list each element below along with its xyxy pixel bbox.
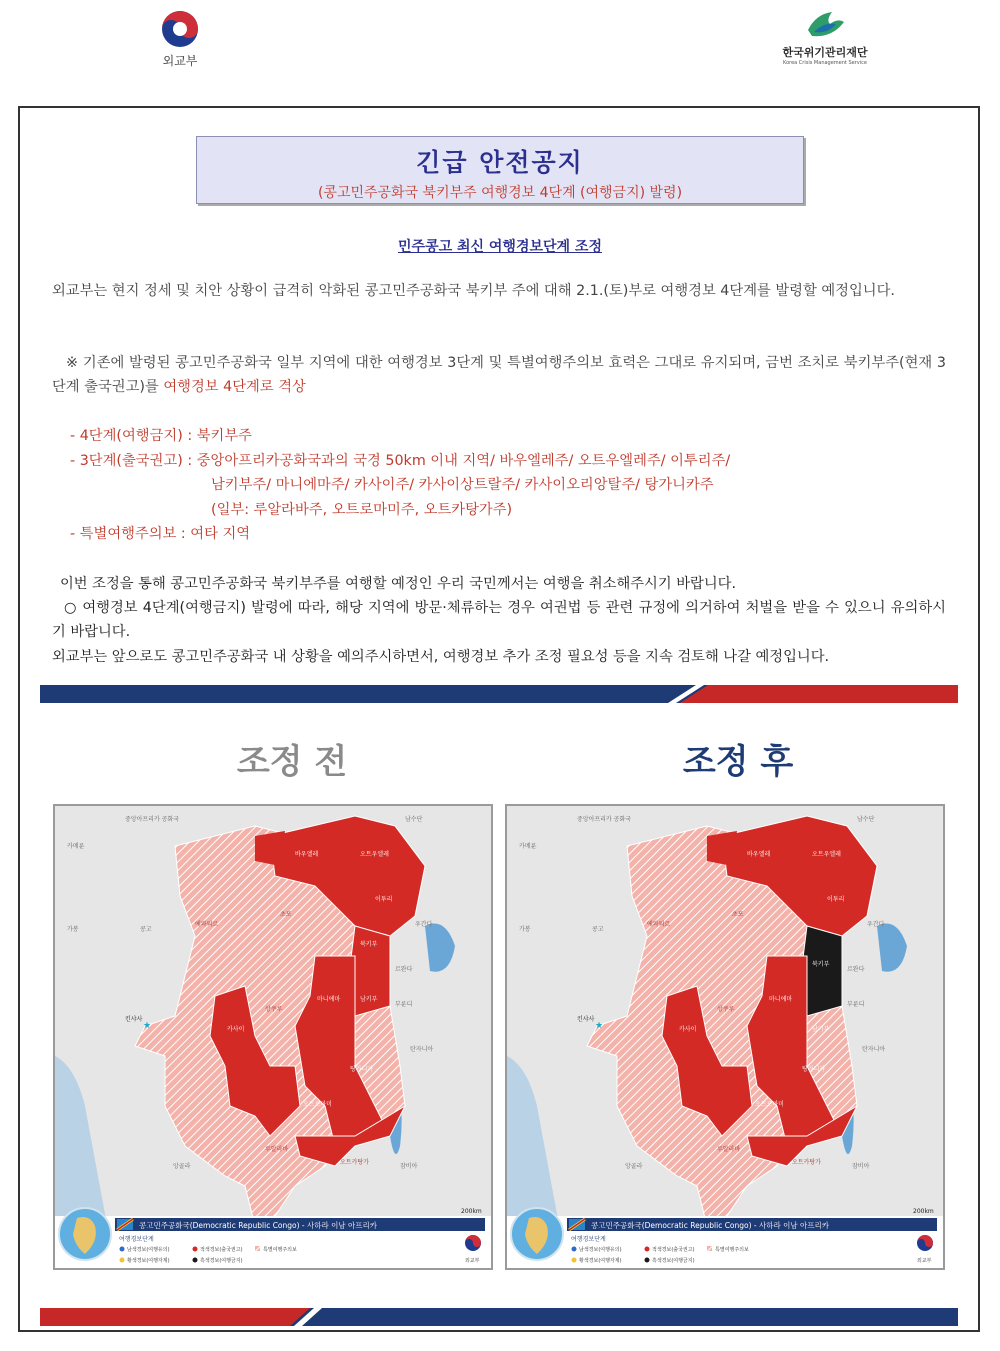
label-equateur: 에콰퇴르 [195,921,219,928]
label-kasai: 카사이 [227,1026,245,1033]
map-scale: 200km [913,1208,934,1215]
label-sud-kivu: 남키부 [812,1026,830,1033]
label-haut-lomami: 오트로마미 [303,1101,332,1108]
label-haut-uele: 오트우엘레 [812,851,841,858]
bullet-label: - 4단계(여행금지) : [70,428,197,444]
label-burundi: 부룬디 [847,1001,865,1008]
bullet-label: - 특별여행주의보 : [70,526,191,542]
label-sud-kivu: 남키부 [360,996,378,1003]
alert-level-list [70,424,950,547]
capital-star-icon: ★ [143,1021,152,1031]
map-footer-title: 콩고민주공화국(Democratic Republic Congo) - 사하라 이남 아프리카 [591,1221,829,1230]
label-congo: 콩고 [592,926,604,933]
label-tanzania: 탄자니아 [410,1046,434,1053]
label-haut-katanga: 오트카탕가 [340,1159,369,1166]
paragraph-2-main: ※ 기존에 발령된 콩고민주공화국 일부 지역에 대한 여행경보 3단계 및 특별여행주의보 효력은 그대로 유지되며, 금번 조치로 북키부주(현재 3단계 출국권고)를 [52,355,946,395]
label-uganda: 우간다 [415,921,433,928]
legend-item: 특별여행주의보 [715,1247,749,1253]
map-scale: 200km [461,1208,482,1215]
label-zambia: 잠비아 [852,1163,870,1170]
label-ituri: 이투리 [827,896,845,903]
label-burundi: 부룬디 [395,1001,413,1008]
section-heading-text: 민주콩고 최신 여행경보단계 조정 [398,239,602,255]
bullet-text: 남키부주/ 마니에마주/ 카사이주/ 카사이상트랄주/ 카사이오리앙탈주/ 탕가니카주 [211,477,714,493]
label-car: 중앙아프리카 공화국 [577,816,632,823]
legend-item: 적색경보(출국권고) [200,1247,243,1253]
label-car: 중앙아프리카 공화국 [125,816,180,823]
label-nord-kivu: 북키부 [812,961,830,968]
list-item [70,473,950,498]
label-equateur: 에콰퇴르 [647,921,671,928]
legend-item: 흑색경보(여행금지) [200,1258,243,1264]
paragraph-3: 이번 조정을 통해 콩고민주공화국 북키부주를 여행할 예정인 우리 국민께서는 여행을 취소해주시기 바랍니다. [60,576,737,592]
bullet-text: 북키부주 [196,428,252,444]
label-south-sudan: 남수단 [405,816,423,823]
map-footer-title: 콩고민주공화국(Democratic Republic Congo) - 사하라 이남 아프리카 [139,1221,377,1230]
legend-title: 여행경보단계 [119,1236,154,1243]
legend-item: 황색경보(여행자제) [127,1258,170,1264]
label-nord-kivu: 북키부 [360,941,378,948]
label-tanganyika: 탕가니카 [802,1066,826,1073]
label-rwanda: 르완다 [395,966,413,973]
kcms-logo [770,8,880,78]
map-footer-logo-label: 외교부 [465,1258,480,1264]
section-heading [0,236,1000,256]
kcms-logo-label: 한국위기관리재단 [782,46,868,59]
label-ituri: 이투리 [375,896,393,903]
label-uganda: 우간다 [867,921,885,928]
label-haut-katanga: 오트카탕가 [792,1159,821,1166]
label-south-sudan: 남수단 [857,816,875,823]
drc-map-after [507,806,943,1268]
notice-title: 긴급 안전공지 [416,148,584,177]
map-after [505,804,945,1270]
label-tshopo: 초포 [732,911,744,918]
bullet-text: 여타 지역 [190,526,251,542]
label-kinshasa: 킨샤사 [577,1016,595,1023]
taegeuk-icon [161,10,199,48]
label-gabon: 가봉 [519,926,531,933]
legend-item: 적색경보(출국권고) [652,1247,695,1253]
after-caption: 조정 후 [682,742,794,782]
legend-item: 남색경보(여행유의) [579,1247,622,1253]
list-item [70,522,950,547]
label-bas-uele: 바우엘레 [295,851,319,858]
bullet-text: 중앙아프리카공화국과의 국경 50km 이내 지역/ 바우엘레주/ 오트우엘레주/ 이투리주/ [196,452,731,469]
label-tanganyika: 탕가니카 [350,1066,374,1073]
paragraph-1: 외교부는 현지 정세 및 치안 상황이 급격히 악화된 콩고민주공화국 북키부 주에 대해 2.1.(토)부로 여행경보 4단계를 발령할 예정입니다. [52,283,895,299]
list-item [70,424,950,449]
mofa-logo [140,10,220,80]
legend-item: 특별여행주의보 [263,1247,297,1253]
paragraph-2 [52,351,946,399]
paragraph-2-highlight: 여행경보 4단계로 격상 [163,379,306,395]
label-maniema: 마니에마 [769,996,793,1003]
label-bas-uele: 바우엘레 [747,851,771,858]
label-zambia: 잠비아 [400,1163,418,1170]
mofa-logo-label: 외교부 [162,54,198,68]
label-angola: 앙골라 [173,1163,191,1170]
label-maniema: 마니에마 [317,996,341,1003]
paragraph-4: ○ 여행경보 4단계(여행금지) 발령에 따라, 해당 지역에 방문·체류하는 경우 여권법 등 관련 규정에 의거하여 처벌을 받을 수 있으니 유의하시기 바랍니다. [52,600,946,640]
divider-banner-top [40,685,958,703]
list-item [70,449,950,474]
label-lualaba: 루알라바 [717,1146,741,1153]
before-caption: 조정 전 [236,742,348,782]
label-congo: 콩고 [140,926,152,933]
map-footer-logo-label: 외교부 [917,1258,932,1264]
kcms-logo-sublabel: Korea Crisis Management Service [783,60,867,66]
legend-item: 황색경보(여행자제) [579,1258,622,1264]
notice-subtitle: (콩고민주공화국 북키부주 여행경보 4단계 (여행금지) 발령) [317,185,683,201]
legend-title: 여행경보단계 [571,1236,606,1243]
paragraph-5: 외교부는 앞으로도 콩고민주공화국 내 상황을 예의주시하면서, 여행경보 추가 조정 필요성 등을 지속 검토해 나갈 예정입니다. [52,649,830,665]
label-haut-lomami: 오트로마미 [755,1101,784,1108]
label-angola: 앙골라 [625,1163,643,1170]
label-sankuru: 상쿠루 [265,1006,283,1013]
label-rwanda: 르완다 [847,966,865,973]
label-tanzania: 탄자니아 [862,1046,886,1053]
label-tshopo: 초포 [280,911,292,918]
label-kasai: 카사이 [679,1026,697,1033]
label-cameroon: 카메룬 [519,843,537,850]
legend-item: 남색경보(여행유의) [127,1247,170,1253]
legend-item: 흑색경보(여행금지) [652,1258,695,1264]
drc-map-before [55,806,491,1268]
divider-banner-bottom [40,1308,958,1326]
label-gabon: 가봉 [67,926,79,933]
label-sankuru: 상쿠루 [717,1006,735,1013]
bullet-text: (일부: 루알라바주, 오트로마미주, 오트카탕가주) [211,501,513,518]
dove-icon [802,8,848,42]
label-lualaba: 루알라바 [265,1146,289,1153]
capital-star-icon: ★ [595,1021,604,1031]
bullet-label: - 3단계(출국권고) : [70,452,197,469]
label-kinshasa: 킨샤사 [125,1016,143,1023]
label-haut-uele: 오트우엘레 [360,851,389,858]
title-box [196,136,804,204]
map-before [53,804,493,1270]
list-item [70,498,950,523]
label-cameroon: 카메룬 [67,843,85,850]
